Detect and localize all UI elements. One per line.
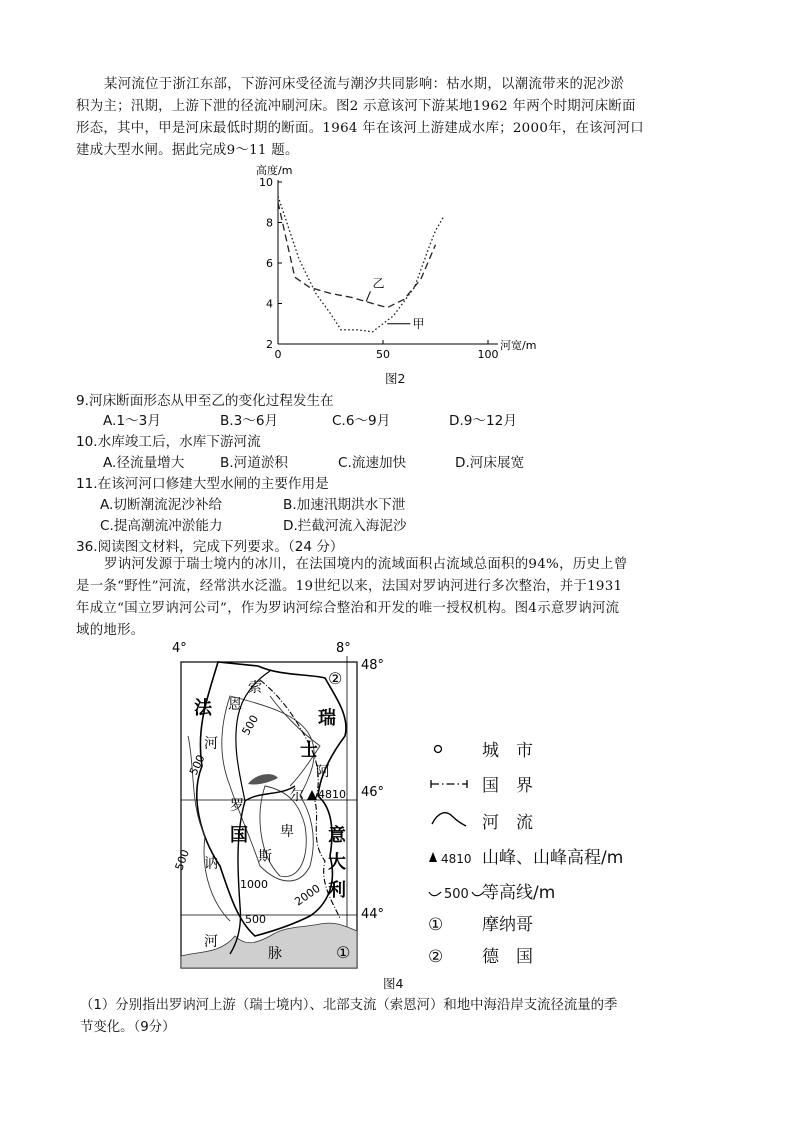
map-label: 脉	[268, 946, 282, 962]
legend-label: 山峰、山峰高程/m	[482, 848, 624, 868]
question-11-option-d: D.拦截河流入海泥沙	[283, 518, 407, 534]
legend-city	[428, 736, 533, 761]
map-label: 斯	[258, 849, 272, 865]
map-label: 卑	[280, 824, 294, 840]
y-tick-label: 10	[259, 176, 273, 189]
river-icon	[428, 808, 482, 833]
x-tick-label: 50	[376, 348, 390, 361]
q36-line: 是一条“野性”河流，经常洪水泛滥。19世纪以来，法国对罗讷河进行多次整治，并于1931	[76, 579, 623, 594]
q36-line: 罗讷河发源于瑞士境内的冰川，在法国境内的流域面积占流域总面积的94%，历史上曾	[104, 557, 628, 572]
contour-label: 1000	[240, 878, 268, 891]
lat-label-44: 44°	[361, 907, 385, 922]
map-label: 法	[194, 698, 212, 719]
city-icon	[428, 741, 482, 761]
map-label: ①	[336, 943, 351, 962]
y-axis-label: 高度/m	[256, 164, 293, 177]
sub-question-1-line: 节变化。（9分）	[80, 1020, 176, 1035]
sub-question-1-line: （1）分别指出罗讷河上游（瑞士境内）、北部支流（索恩河）和地中海沿岸支流径流量的季	[80, 998, 618, 1013]
lon-label-4: 4°	[172, 641, 187, 656]
y-tick-label: 6	[266, 257, 273, 270]
map-label: 尔	[290, 788, 304, 804]
question-9-stem: 9.河床断面形态从甲至乙的变化过程发生在	[76, 393, 334, 409]
contour-label: 500	[172, 847, 193, 873]
lon-label-8: 8°	[336, 641, 351, 656]
legend-monaco	[428, 910, 533, 935]
legend-label: 德 国	[482, 947, 533, 967]
figure2-caption: 图2	[385, 371, 406, 386]
map-label: 意	[328, 825, 346, 846]
question-9-option-d: D.9～12月	[449, 413, 517, 429]
y-tick-label: 4	[266, 297, 273, 311]
intro-line: 建成大型水闸。据此完成9～11 题。	[76, 143, 299, 158]
intro-paragraph	[76, 74, 720, 162]
lat-label-46: 46°	[361, 785, 385, 800]
map-label: 瑞	[318, 708, 336, 729]
map-label: 讷	[204, 856, 218, 872]
legend-label: 摩纳哥	[482, 915, 533, 935]
x-axis-label: 河宽/m	[500, 339, 537, 352]
series-line-甲	[278, 196, 444, 332]
map-label: 索	[248, 680, 262, 696]
legend-label: 城 市	[482, 741, 533, 761]
legend-label: 等高线/m	[482, 883, 556, 903]
contour-label: 500	[245, 913, 266, 926]
question-11-option-b: B.加速汛期洪水下泄	[283, 497, 406, 513]
map-label: 恩	[228, 697, 242, 713]
figure2-chart	[250, 160, 550, 365]
figure4-map	[160, 636, 400, 976]
contour-label: 500	[239, 712, 262, 738]
lat-label-48: 48°	[361, 658, 385, 673]
intro-line: 形态，其中，甲是河床最低时期的断面。1964 年在该河上游建成水库；2000年，在该河河口	[76, 121, 644, 136]
y-tick-label: 8	[266, 216, 273, 230]
map-label: 士	[300, 740, 318, 761]
intro-line: 积为主；汛期，上游下泄的径流冲刷河床。图2 示意该河下游某地1962 年两个时期河床断面	[76, 99, 636, 114]
contour-label: 500	[186, 752, 208, 778]
series-label: 甲	[412, 316, 425, 331]
y-tick-label: 2	[266, 338, 273, 351]
legend-peak	[428, 843, 623, 868]
legend-sym-text: 500	[444, 887, 469, 902]
map-label: 利	[328, 880, 346, 901]
series-label: 乙	[372, 276, 385, 291]
peak-icon	[428, 848, 482, 868]
question-9-option-c: C.6～9月	[332, 413, 391, 429]
q36-line: 域的地形。	[76, 623, 145, 638]
question-9-option-a: A.1～3月	[103, 413, 161, 429]
question-10-option-a: A.径流量增大	[103, 455, 185, 471]
map-label: 罗	[230, 798, 244, 814]
map-label: 河	[204, 736, 218, 752]
x-tick-label: 0	[274, 348, 282, 361]
border-icon	[428, 776, 482, 796]
legend-germany	[428, 942, 533, 967]
legend-label: 国 界	[482, 776, 533, 796]
question-10-option-c: C.流速加快	[338, 455, 407, 471]
question-11-stem: 11.在该河河口修建大型水闸的主要作用是	[76, 476, 329, 492]
map-label: 河	[204, 934, 218, 950]
legend-river	[428, 808, 533, 833]
legend-contour	[428, 878, 555, 903]
circle-1-icon: ①	[428, 915, 444, 935]
legend-border	[428, 771, 533, 796]
question-10-option-d: D.河床展宽	[455, 455, 525, 471]
question-36-stem: 36.阅读图文材料，完成下列要求。（24 分）	[76, 539, 344, 555]
legend-label: 河 流	[482, 813, 533, 833]
question-11-option-c: C.提高潮流冲淤能力	[100, 518, 223, 534]
figure4-caption: 图4	[383, 976, 404, 991]
q36-line: 年成立“国立罗讷河公司”，作为罗讷河综合整治和开发的唯一授权机构。图4示意罗讷河流	[76, 601, 620, 616]
legend-sym-text: 4810	[441, 852, 472, 866]
question-11-option-a: A.切断潮流泥沙补给	[100, 497, 223, 513]
map-label: 大	[328, 852, 346, 873]
x-tick-label: 100	[477, 348, 499, 361]
intro-line: 某河流位于浙江东部，下游河床受径流与潮汐共同影响：枯水期，以潮流带来的泥沙淤	[104, 77, 625, 92]
map-label: ②	[328, 669, 343, 688]
map-label: 阿	[316, 764, 330, 780]
question-36-paragraph	[76, 554, 720, 642]
question-10-option-b: B.河道淤积	[220, 455, 289, 471]
series-label-leader	[366, 291, 370, 301]
figure2-plot	[256, 163, 536, 361]
question-9-option-b: B.3～6月	[220, 413, 279, 429]
peak-label: 4810	[318, 788, 346, 801]
question-10-stem: 10.水库竣工后，水库下游河流	[76, 434, 261, 450]
map-label: 国	[230, 825, 248, 846]
contour-label: 2000	[292, 881, 323, 909]
circle-2-icon: ②	[428, 947, 444, 967]
